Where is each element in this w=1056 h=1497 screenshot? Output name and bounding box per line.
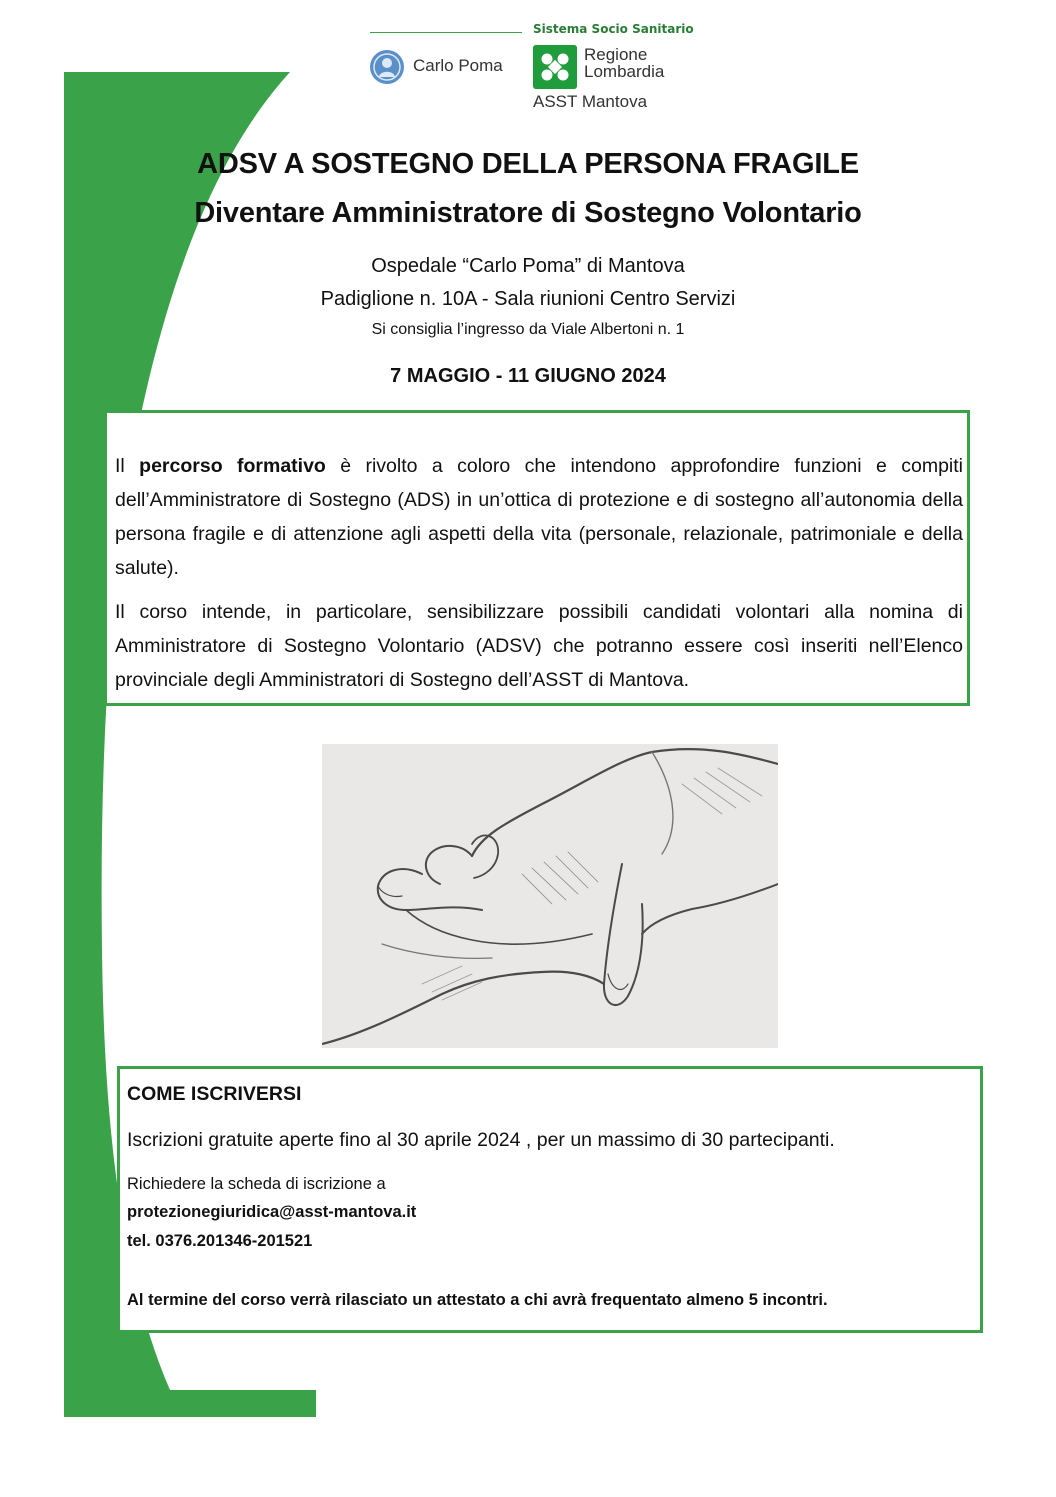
enrollment-request-text: Richiedere la scheda di iscrizione a xyxy=(127,1175,386,1193)
lombardia-line: Lombardia xyxy=(584,62,665,81)
location-room: Padiglione n. 10A - Sala riunioni Centro Servizi xyxy=(320,288,736,310)
asst-mantova-name: ASST Mantova xyxy=(533,92,648,111)
description-paragraph-2: Il corso intende, in particolare, sensibilizzare possibili candidati volontari alla nomina di Amministratore di Sostegno Volontario (ADSV) che potranno essere così inseriti nell’Elenco provinciale degli Amministratori di Sostegno dell’ASST di Mantova. xyxy=(115,601,963,691)
carlo-poma-logo-icon xyxy=(368,48,406,86)
enrollment-email-link[interactable]: protezionegiuridica@asst-mantova.it xyxy=(127,1203,417,1221)
subtitle: Diventare Amministratore di Sostegno Volontario xyxy=(194,197,862,229)
enrollment-heading: COME ISCRIVERSI xyxy=(127,1083,302,1105)
carlo-poma-name: Carlo Poma xyxy=(413,56,503,75)
enrollment-info: Iscrizioni gratuite aperte fino al 30 aprile 2024 , per un massimo di 30 partecipanti. xyxy=(127,1129,835,1151)
location-hospital: Ospedale “Carlo Poma” di Mantova xyxy=(371,255,685,277)
regione-lombardia-logo-icon xyxy=(533,45,577,89)
course-dates: 7 MAGGIO - 11 GIUGNO 2024 xyxy=(390,365,666,387)
certificate-note: Al termine del corso verrà rilasciato un attestato a chi avrà frequentato almeno 5 incontri. xyxy=(127,1291,828,1309)
holding-hands-drawing-icon xyxy=(322,744,778,1048)
regione-lombardia-name xyxy=(584,46,664,80)
description-intro: Il xyxy=(115,455,140,477)
regione-line: Regione xyxy=(584,45,648,64)
header-divider xyxy=(370,32,522,33)
description-box xyxy=(104,410,970,706)
description-body: è rivolto a coloro che intendono approfondire funzioni e compiti dell’Amministratore di Sostegno (ADS) in un’ottica di protezione e di sostegno all’autonomia della persona fragile e di attenzione agli aspetti della vita (personale, relazionale, patrimoniale e della salute). xyxy=(115,455,964,579)
main-title: ADSV A SOSTEGNO DELLA PERSONA FRAGILE xyxy=(197,148,859,180)
description-highlight: percorso formativo xyxy=(139,455,326,477)
holding-hands-illustration xyxy=(322,744,778,1048)
enrollment-box xyxy=(117,1066,983,1333)
sistema-socio-sanitario-label: Sistema Socio Sanitario xyxy=(533,22,694,36)
description-paragraph-1 xyxy=(115,449,963,585)
location-entrance-hint: Si consiglia l’ingresso da Viale Albertoni n. 1 xyxy=(371,321,685,338)
enrollment-phone[interactable]: tel. 0376.201346-201521 xyxy=(127,1232,313,1250)
